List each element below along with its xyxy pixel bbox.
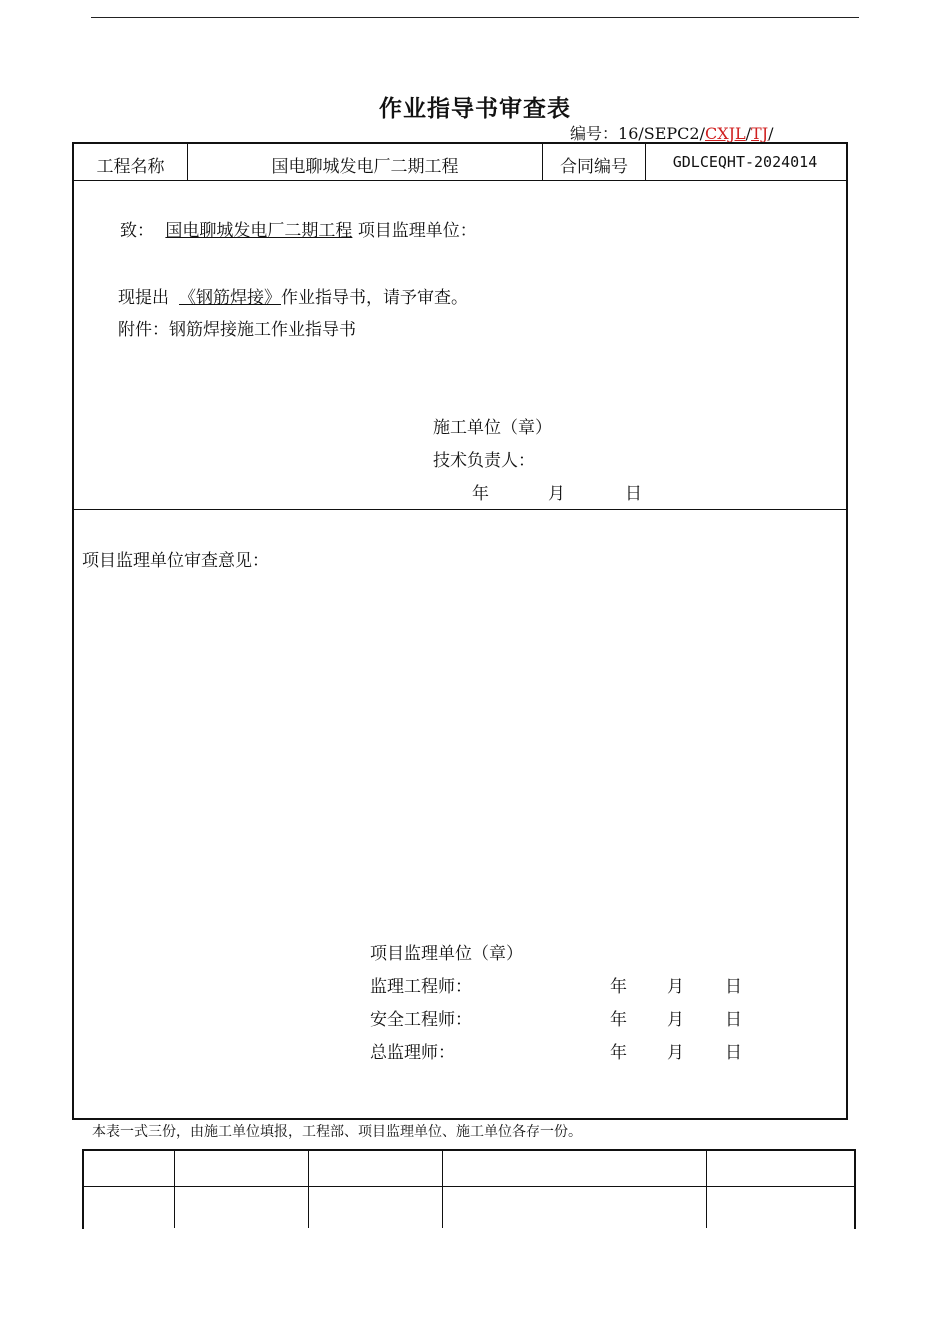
to-suffix: 项目监理单位： [357,221,477,241]
submission-date-day: 日 [625,484,642,504]
chief-supervisor-label: 总监理师： [370,1043,455,1063]
serial-sep-2: / [768,124,774,143]
body-prefix: 现提出 [118,288,169,308]
supervisor-date-year: 年 [610,977,627,997]
doc-name: 《钢筋焊接》 [179,288,281,308]
serial-label: 编号： [570,124,619,143]
signature-grid-col-4 [706,1150,707,1228]
body-suffix: 作业指导书，请予审查。 [281,288,468,308]
supervision-unit-seal: 项目监理单位（章） [370,944,523,964]
serial-code-2: TJ [751,124,769,143]
technical-lead: 技术负责人： [433,451,535,471]
section-divider [72,509,846,510]
footer-note: 本表一式三份，由施工单位填报，工程部、项目监理单位、施工单位各存一份。 [92,1124,582,1140]
submission-date-month: 月 [548,484,565,504]
signature-grid-col-1 [174,1150,175,1228]
supervisor-date-month: 月 [667,977,684,997]
submission-body-line [118,283,468,308]
review-opinion-label: 项目监理单位审查意见： [82,551,269,571]
chief-date-month: 月 [667,1043,684,1063]
contract-number-label: 合同编号 [560,157,628,177]
to-project: 国电聊城发电厂二期工程 [165,221,353,241]
top-rule [91,17,859,18]
safety-date-year: 年 [610,1010,627,1030]
project-name-value: 国电聊城发电厂二期工程 [271,157,459,177]
supervisor-label: 监理工程师： [370,977,472,997]
submission-date-year: 年 [472,484,489,504]
attachment-line: 附件：钢筋焊接施工作业指导书 [118,320,356,340]
safety-engineer-label: 安全工程师： [370,1010,472,1030]
signature-grid-col-3 [442,1150,443,1228]
serial-prefix: 16/SEPC2/ [618,124,705,143]
chief-date-day: 日 [725,1043,742,1063]
signature-grid [82,1149,856,1229]
safety-date-month: 月 [667,1010,684,1030]
serial-sep-1: / [745,124,752,143]
contract-number-value: GDLCEQHT-2024014 [672,153,818,171]
header-row-divider [72,180,846,181]
chief-date-year: 年 [610,1043,627,1063]
construction-unit-seal: 施工单位（章） [433,418,552,438]
submission-to-line [120,216,477,241]
serial-number [570,121,774,144]
project-name-label: 工程名称 [96,157,165,177]
signature-grid-col-2 [308,1150,309,1228]
signature-grid-row-divider [82,1186,854,1187]
form-title: 作业指导书审查表 [379,96,571,122]
supervisor-date-day: 日 [725,977,742,997]
serial-code-1: CXJL [704,124,746,143]
safety-date-day: 日 [725,1010,742,1030]
to-label: 致： [120,221,154,241]
